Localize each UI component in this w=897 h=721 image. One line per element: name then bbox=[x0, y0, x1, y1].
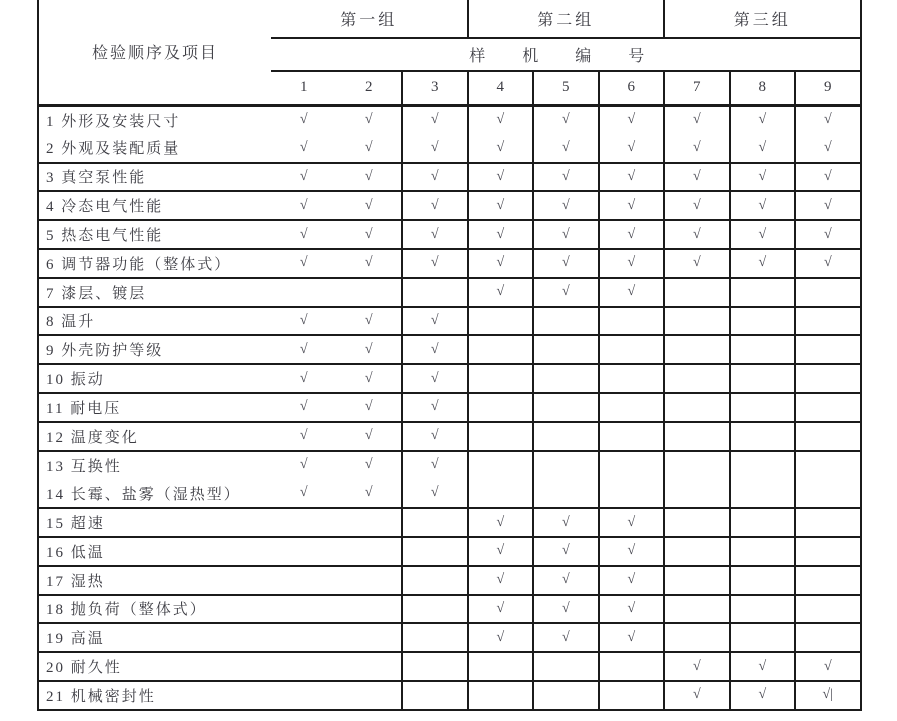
check-mark: √ bbox=[664, 105, 730, 134]
empty-cell bbox=[599, 364, 665, 393]
empty-cell bbox=[402, 652, 468, 681]
check-mark: √ bbox=[402, 134, 468, 163]
empty-cell bbox=[271, 623, 337, 652]
empty-cell bbox=[599, 451, 665, 480]
check-mark: √ bbox=[468, 278, 534, 307]
group-2-header: 第二组 bbox=[468, 0, 665, 38]
empty-cell bbox=[468, 307, 534, 336]
item-label: 12 温度变化 bbox=[38, 422, 271, 451]
empty-cell bbox=[533, 307, 599, 336]
check-mark: √ bbox=[533, 278, 599, 307]
empty-cell bbox=[664, 508, 730, 537]
empty-cell bbox=[730, 422, 796, 451]
empty-cell bbox=[599, 652, 665, 681]
check-mark: √ bbox=[271, 105, 337, 134]
check-mark: √| bbox=[795, 681, 861, 710]
item-label: 4 冷态电气性能 bbox=[38, 191, 271, 220]
check-mark: √ bbox=[533, 191, 599, 220]
check-mark: √ bbox=[599, 537, 665, 566]
column-number-3: 3 bbox=[402, 71, 468, 105]
check-mark: √ bbox=[664, 220, 730, 249]
table-row bbox=[38, 537, 861, 566]
check-mark: √ bbox=[533, 623, 599, 652]
check-mark: √ bbox=[468, 249, 534, 278]
check-mark: √ bbox=[599, 508, 665, 537]
check-mark: √ bbox=[599, 566, 665, 595]
item-label: 3 真空泵性能 bbox=[38, 163, 271, 192]
check-mark: √ bbox=[337, 307, 403, 336]
table-row bbox=[38, 105, 861, 134]
empty-cell bbox=[599, 479, 665, 508]
check-mark: √ bbox=[730, 220, 796, 249]
empty-cell bbox=[599, 393, 665, 422]
check-mark: √ bbox=[337, 163, 403, 192]
check-mark: √ bbox=[599, 105, 665, 134]
check-mark: √ bbox=[599, 623, 665, 652]
empty-cell bbox=[468, 364, 534, 393]
empty-cell bbox=[730, 537, 796, 566]
table-row bbox=[38, 307, 861, 336]
item-label: 5 热态电气性能 bbox=[38, 220, 271, 249]
empty-cell bbox=[271, 652, 337, 681]
item-label: 7 漆层、镀层 bbox=[38, 278, 271, 307]
check-mark: √ bbox=[337, 335, 403, 364]
empty-cell bbox=[664, 393, 730, 422]
column-number-1: 1 bbox=[271, 71, 337, 105]
empty-cell bbox=[664, 479, 730, 508]
column-number-4: 4 bbox=[468, 71, 534, 105]
item-label: 18 抛负荷（整体式） bbox=[38, 595, 271, 624]
item-label: 13 互换性 bbox=[38, 451, 271, 480]
check-mark: √ bbox=[533, 249, 599, 278]
empty-cell bbox=[730, 335, 796, 364]
check-mark: √ bbox=[533, 220, 599, 249]
check-mark: √ bbox=[271, 163, 337, 192]
check-mark: √ bbox=[795, 191, 861, 220]
check-mark: √ bbox=[402, 479, 468, 508]
empty-cell bbox=[664, 422, 730, 451]
check-mark: √ bbox=[599, 191, 665, 220]
empty-cell bbox=[795, 278, 861, 307]
check-mark: √ bbox=[533, 566, 599, 595]
item-label: 9 外壳防护等级 bbox=[38, 335, 271, 364]
check-mark: √ bbox=[533, 163, 599, 192]
check-mark: √ bbox=[402, 191, 468, 220]
empty-cell bbox=[795, 393, 861, 422]
empty-cell bbox=[402, 508, 468, 537]
sample-number-label: 样机编号 bbox=[271, 38, 861, 71]
empty-cell bbox=[337, 278, 403, 307]
empty-cell bbox=[730, 623, 796, 652]
item-column-header: 检验顺序及项目 bbox=[38, 0, 271, 105]
empty-cell bbox=[599, 681, 665, 710]
check-mark: √ bbox=[599, 134, 665, 163]
item-label: 10 振动 bbox=[38, 364, 271, 393]
empty-cell bbox=[664, 623, 730, 652]
empty-cell bbox=[271, 566, 337, 595]
check-mark: √ bbox=[730, 652, 796, 681]
empty-cell bbox=[402, 278, 468, 307]
check-mark: √ bbox=[271, 307, 337, 336]
empty-cell bbox=[795, 595, 861, 624]
check-mark: √ bbox=[402, 220, 468, 249]
empty-cell bbox=[795, 537, 861, 566]
table-row bbox=[38, 220, 861, 249]
check-mark: √ bbox=[795, 163, 861, 192]
empty-cell bbox=[271, 537, 337, 566]
empty-cell bbox=[730, 508, 796, 537]
check-mark: √ bbox=[795, 652, 861, 681]
table-row bbox=[38, 479, 861, 508]
table-row bbox=[38, 623, 861, 652]
table-row bbox=[38, 364, 861, 393]
table-row bbox=[38, 249, 861, 278]
empty-cell bbox=[664, 537, 730, 566]
item-label: 19 高温 bbox=[38, 623, 271, 652]
empty-cell bbox=[468, 335, 534, 364]
check-mark: √ bbox=[730, 163, 796, 192]
empty-cell bbox=[795, 566, 861, 595]
empty-cell bbox=[533, 479, 599, 508]
empty-cell bbox=[337, 537, 403, 566]
check-mark: √ bbox=[271, 422, 337, 451]
check-mark: √ bbox=[730, 249, 796, 278]
check-mark: √ bbox=[402, 364, 468, 393]
empty-cell bbox=[795, 307, 861, 336]
empty-cell bbox=[664, 595, 730, 624]
check-mark: √ bbox=[468, 595, 534, 624]
table-row bbox=[38, 393, 861, 422]
check-mark: √ bbox=[337, 191, 403, 220]
empty-cell bbox=[599, 422, 665, 451]
item-label: 21 机械密封性 bbox=[38, 681, 271, 710]
check-mark: √ bbox=[402, 422, 468, 451]
empty-cell bbox=[337, 595, 403, 624]
empty-cell bbox=[533, 335, 599, 364]
check-mark: √ bbox=[730, 191, 796, 220]
empty-cell bbox=[271, 508, 337, 537]
empty-cell bbox=[337, 566, 403, 595]
check-mark: √ bbox=[402, 451, 468, 480]
group-3-header: 第三组 bbox=[664, 0, 861, 38]
table-row bbox=[38, 681, 861, 710]
empty-cell bbox=[795, 364, 861, 393]
empty-cell bbox=[795, 479, 861, 508]
empty-cell bbox=[664, 451, 730, 480]
check-mark: √ bbox=[402, 249, 468, 278]
item-label: 14 长霉、盐雾（湿热型） bbox=[38, 479, 271, 508]
check-mark: √ bbox=[468, 134, 534, 163]
table-row bbox=[38, 335, 861, 364]
check-mark: √ bbox=[730, 134, 796, 163]
empty-cell bbox=[337, 681, 403, 710]
check-mark: √ bbox=[730, 681, 796, 710]
empty-cell bbox=[795, 451, 861, 480]
item-label: 17 湿热 bbox=[38, 566, 271, 595]
check-mark: √ bbox=[337, 105, 403, 134]
check-mark: √ bbox=[468, 163, 534, 192]
empty-cell bbox=[533, 393, 599, 422]
check-mark: √ bbox=[664, 652, 730, 681]
empty-cell bbox=[271, 681, 337, 710]
empty-cell bbox=[599, 335, 665, 364]
check-mark: √ bbox=[664, 681, 730, 710]
column-number-9: 9 bbox=[795, 71, 861, 105]
check-mark: √ bbox=[599, 595, 665, 624]
check-mark: √ bbox=[337, 422, 403, 451]
check-mark: √ bbox=[402, 105, 468, 134]
check-mark: √ bbox=[664, 163, 730, 192]
empty-cell bbox=[533, 652, 599, 681]
group-1-header: 第一组 bbox=[271, 0, 468, 38]
empty-cell bbox=[402, 595, 468, 624]
item-label: 20 耐久性 bbox=[38, 652, 271, 681]
empty-cell bbox=[664, 278, 730, 307]
item-label: 11 耐电压 bbox=[38, 393, 271, 422]
item-label: 6 调节器功能（整体式） bbox=[38, 249, 271, 278]
empty-cell bbox=[468, 393, 534, 422]
item-label: 15 超速 bbox=[38, 508, 271, 537]
table-row bbox=[38, 566, 861, 595]
check-mark: √ bbox=[299, 139, 308, 155]
empty-cell bbox=[730, 566, 796, 595]
check-mark: √ bbox=[533, 134, 599, 163]
empty-cell bbox=[664, 566, 730, 595]
empty-cell bbox=[599, 307, 665, 336]
item-label: 16 低温 bbox=[38, 537, 271, 566]
check-mark: √ bbox=[468, 191, 534, 220]
check-mark: √ bbox=[664, 249, 730, 278]
empty-cell bbox=[533, 681, 599, 710]
empty-cell bbox=[468, 451, 534, 480]
table-row bbox=[38, 163, 861, 192]
empty-cell bbox=[402, 623, 468, 652]
check-mark: √ bbox=[468, 537, 534, 566]
table-row bbox=[38, 652, 861, 681]
empty-cell bbox=[730, 393, 796, 422]
column-number-8: 8 bbox=[730, 71, 796, 105]
empty-cell bbox=[533, 364, 599, 393]
column-number-5: 5 bbox=[533, 71, 599, 105]
check-mark: √ bbox=[364, 485, 373, 501]
empty-cell bbox=[664, 364, 730, 393]
empty-cell bbox=[533, 422, 599, 451]
item-label: 2 外观及装配质量 bbox=[38, 134, 271, 163]
check-mark: √ bbox=[599, 163, 665, 192]
check-mark: √ bbox=[795, 134, 861, 163]
check-mark: √ bbox=[664, 191, 730, 220]
column-number-2: 2 bbox=[337, 71, 403, 105]
empty-cell bbox=[730, 595, 796, 624]
group-header-row bbox=[38, 0, 861, 38]
table-row bbox=[38, 595, 861, 624]
empty-cell bbox=[533, 451, 599, 480]
table-row bbox=[38, 134, 861, 163]
empty-cell bbox=[271, 278, 337, 307]
check-mark: √ bbox=[599, 278, 665, 307]
check-mark: √ bbox=[730, 105, 796, 134]
check-mark: √ bbox=[468, 508, 534, 537]
empty-cell bbox=[664, 307, 730, 336]
empty-cell bbox=[337, 623, 403, 652]
check-mark: √ bbox=[271, 220, 337, 249]
empty-cell bbox=[402, 566, 468, 595]
check-mark: √ bbox=[533, 537, 599, 566]
item-label: 1 外形及安装尺寸 bbox=[38, 105, 271, 134]
empty-cell bbox=[468, 422, 534, 451]
check-mark: √ bbox=[402, 307, 468, 336]
empty-cell bbox=[795, 422, 861, 451]
check-mark: √ bbox=[271, 249, 337, 278]
check-mark: √ bbox=[337, 451, 403, 480]
table-row bbox=[38, 191, 861, 220]
table-row bbox=[38, 508, 861, 537]
table-row bbox=[38, 278, 861, 307]
check-mark: √ bbox=[468, 105, 534, 134]
empty-cell bbox=[337, 652, 403, 681]
check-mark: √ bbox=[271, 335, 337, 364]
check-mark: √ bbox=[599, 249, 665, 278]
check-mark: √ bbox=[271, 393, 337, 422]
check-mark: √ bbox=[533, 105, 599, 134]
check-mark: √ bbox=[533, 595, 599, 624]
empty-cell bbox=[468, 681, 534, 710]
empty-cell bbox=[795, 508, 861, 537]
check-mark: √ bbox=[337, 220, 403, 249]
empty-cell bbox=[402, 537, 468, 566]
check-mark: √ bbox=[468, 220, 534, 249]
check-mark: √ bbox=[664, 134, 730, 163]
check-mark: √ bbox=[337, 249, 403, 278]
check-mark: √ bbox=[599, 220, 665, 249]
empty-cell bbox=[271, 595, 337, 624]
empty-cell bbox=[468, 652, 534, 681]
check-mark: √ bbox=[402, 393, 468, 422]
check-mark: √ bbox=[337, 393, 403, 422]
check-mark: √ bbox=[402, 163, 468, 192]
check-mark: √ bbox=[271, 451, 337, 480]
check-mark: √ bbox=[337, 364, 403, 393]
check-mark: √ bbox=[402, 335, 468, 364]
column-number-7: 7 bbox=[664, 71, 730, 105]
check-mark: √ bbox=[299, 485, 308, 501]
empty-cell bbox=[795, 335, 861, 364]
empty-cell bbox=[402, 681, 468, 710]
empty-cell bbox=[730, 479, 796, 508]
inspection-sequence-table bbox=[37, 0, 862, 711]
check-mark: √ bbox=[795, 220, 861, 249]
empty-cell bbox=[730, 364, 796, 393]
empty-cell bbox=[664, 335, 730, 364]
check-mark: √ bbox=[533, 508, 599, 537]
empty-cell bbox=[337, 508, 403, 537]
check-mark: √ bbox=[795, 249, 861, 278]
empty-cell bbox=[730, 307, 796, 336]
check-mark: √ bbox=[468, 566, 534, 595]
empty-cell bbox=[795, 623, 861, 652]
table-row bbox=[38, 422, 861, 451]
empty-cell bbox=[468, 479, 534, 508]
table-row bbox=[38, 451, 861, 480]
check-mark: √ bbox=[468, 623, 534, 652]
item-label: 8 温升 bbox=[38, 307, 271, 336]
column-number-6: 6 bbox=[599, 71, 665, 105]
check-mark: √ bbox=[271, 364, 337, 393]
check-mark: √ bbox=[795, 105, 861, 134]
check-mark: √ bbox=[364, 139, 373, 155]
check-mark: √ bbox=[271, 191, 337, 220]
empty-cell bbox=[730, 278, 796, 307]
empty-cell bbox=[730, 451, 796, 480]
